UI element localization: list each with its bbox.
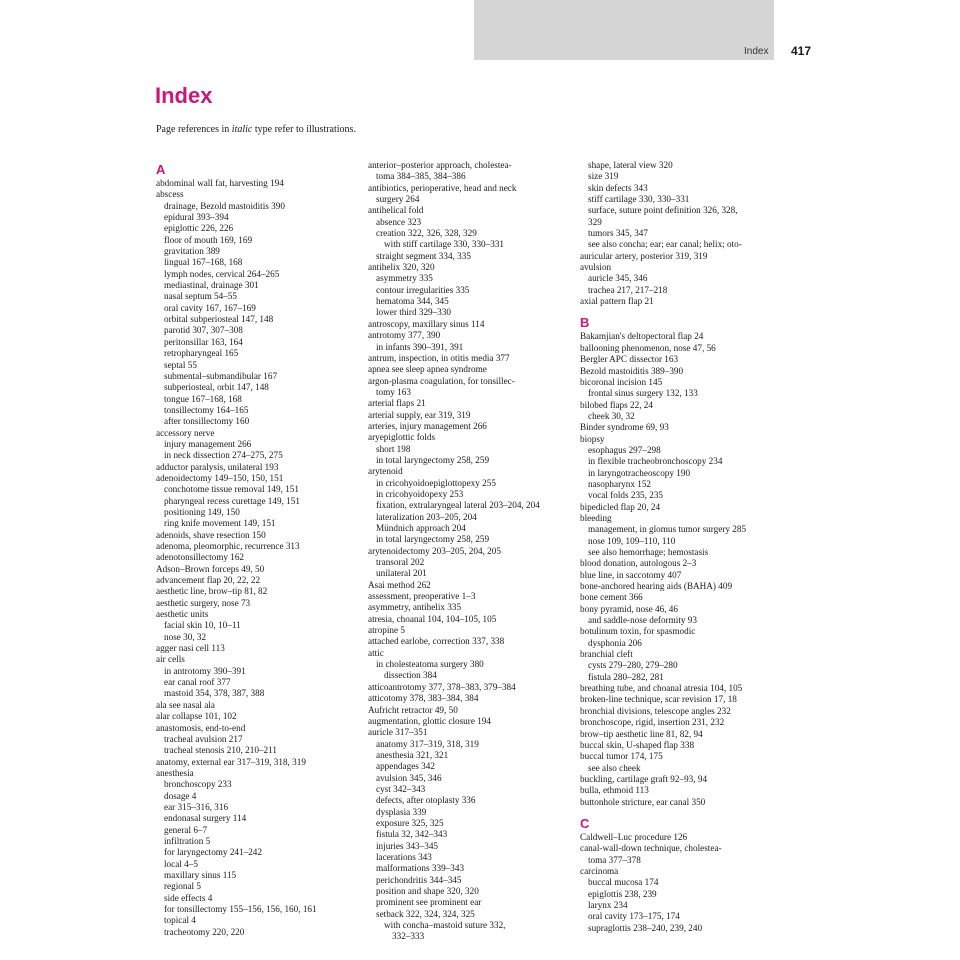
index-entry: axial pattern flap 21: [580, 296, 654, 307]
index-subentry: shape, lateral view 320: [588, 160, 673, 170]
index-subentry: peritonsillar 163, 164: [164, 336, 243, 347]
index-entry: ala see nasal ala: [156, 699, 215, 710]
index-entry: arytenoid: [368, 466, 403, 477]
header-tab: [474, 0, 774, 60]
index-subentry: maxillary sinus 115: [164, 869, 237, 880]
index-entry: bulla, ethmoid 113: [580, 785, 649, 796]
index-entry: Adson–Brown forceps 49, 50: [156, 563, 265, 574]
index-entry: abscess: [156, 189, 184, 200]
index-subentry: general 6–7: [164, 824, 208, 835]
index-entry: accessory nerve: [156, 427, 215, 438]
index-subentry: dissection 384: [384, 670, 437, 681]
index-subentry: surgery 264: [376, 194, 420, 205]
index-entry: brow–tip aesthetic line 81, 82, 94: [580, 728, 703, 739]
index-entry: advancement flap 20, 22, 22: [156, 575, 261, 586]
index-entry: augmentation, glottic closure 194: [368, 715, 491, 726]
index-subentry: epidural 393–394: [164, 212, 229, 223]
index-subentry: fistula 280–282, 281: [588, 671, 664, 682]
index-subentry: mastoid 354, 378, 387, 388: [164, 688, 265, 699]
index-subentry: in antrotomy 390–391: [164, 665, 246, 676]
index-subentry: nasal septum 54–55: [164, 291, 237, 302]
index-entry: canal-wall-down technique, cholestea-: [580, 843, 722, 854]
index-entry: Bergler APC dissector 163: [580, 354, 679, 365]
index-subentry: facial skin 10, 10–11: [164, 620, 241, 631]
running-head: Index: [744, 46, 769, 57]
index-subentry: tracheal avulsion 217: [164, 733, 243, 744]
index-entry: atticotomy 378, 383–384, 384: [368, 693, 479, 704]
index-subentry: drainage, Bezold mastoiditis 390: [164, 200, 285, 211]
index-subentry: epiglottis 238, 239: [588, 888, 657, 899]
index-subentry: malformations 339–343: [376, 863, 465, 874]
index-entry: anterior–posterior approach, cholestea-: [368, 160, 512, 170]
index-subentry: esophagus 297–298: [588, 444, 661, 455]
index-subentry: in laryngotracheoscopy 190: [588, 467, 691, 478]
index-subentry: dysphonia 206: [588, 637, 642, 648]
index-entry: auricular artery, posterior 319, 319: [580, 250, 708, 261]
index-subentry: toma 377–378: [588, 854, 641, 865]
index-subentry: trachea 217, 217–218: [588, 284, 668, 295]
index-subentry: setback 322, 324, 324, 325: [376, 908, 475, 919]
index-entry: biopsy: [580, 433, 605, 444]
index-entry: breathing tube, and choanal atresia 104, 105: [580, 683, 743, 694]
index-entry: avulsion: [580, 262, 612, 273]
section-letter: B: [580, 315, 590, 331]
index-subentry: larynx 234: [588, 899, 628, 910]
index-subentry: skin defects 343: [588, 182, 648, 193]
index-subentry: perichondritis 344–345: [376, 874, 462, 885]
index-entry: adductor paralysis, unilateral 193: [156, 461, 279, 472]
index-entry: bicoronal incision 145: [580, 376, 663, 387]
index-subentry: lymph nodes, cervical 264–265: [164, 268, 280, 279]
index-entry: air cells: [156, 654, 185, 665]
index-entry: attached earlobe, correction 337, 338: [368, 636, 505, 647]
index-subentry: defects, after otoplasty 336: [376, 795, 476, 806]
index-subentry: tomy 163: [376, 386, 411, 397]
index-subentry: and saddle-nose deformity 93: [588, 615, 697, 626]
index-subentry: tracheal stenosis 210, 210–211: [164, 745, 277, 756]
index-subentry: cysts 279–280, 279–280: [588, 660, 678, 671]
index-entry: argon-plasma coagulation, for tonsillec-: [368, 375, 515, 386]
index-subentry: for laryngectomy 241–242: [164, 847, 262, 858]
index-subentry: see also concha; ear; ear canal; helix; oto-: [588, 239, 742, 250]
index-entry: antroscopy, maxillary sinus 114: [368, 318, 485, 329]
index-subentry: in cricohyoidopexy 253: [376, 488, 464, 499]
index-entry: aesthetic surgery, nose 73: [156, 597, 251, 608]
index-subentry: floor of mouth 169, 169: [164, 234, 253, 245]
index-entry: aesthetic line, brow–tip 81, 82: [156, 586, 268, 597]
index-entry: asymmetry, antihelix 335: [368, 602, 462, 613]
index-entry: bilobed flaps 22, 24: [580, 399, 653, 410]
index-entry: branchial cleft: [580, 649, 633, 660]
index-subentry: gravitation 389: [164, 246, 220, 257]
index-subentry: in cricohyoidoepiglottopexy 255: [376, 477, 496, 488]
index-subentry: prominent see prominent ear: [376, 897, 482, 908]
index-subentry: after tonsillectomy 160: [164, 416, 250, 427]
index-entry: antrum, inspection, in otitis media 377: [368, 352, 510, 363]
index-subentry: lingual 167–168, 168: [164, 257, 243, 268]
index-subentry: tumors 345, 347: [588, 228, 648, 239]
index-subentry: 332–333: [392, 931, 425, 942]
index-entry: auricle 317–351: [368, 727, 428, 738]
index-subentry: in total laryngectomy 258, 259: [376, 454, 490, 465]
page-title: Index: [155, 83, 213, 108]
index-subentry: see also cheek: [588, 762, 641, 773]
index-subentry: position and shape 320, 320: [376, 886, 479, 896]
index-subentry: management, in glomus tumor surgery 285: [588, 524, 747, 535]
index-subentry: ear canal roof 377: [164, 677, 231, 688]
index-subentry: septal 55: [164, 359, 197, 370]
index-subentry: short 198: [376, 443, 411, 454]
index-entry: Binder syndrome 69, 93: [580, 422, 669, 433]
index-subentry: in cholesteatoma surgery 380: [376, 659, 484, 670]
index-entry: buckling, cartilage graft 92–93, 94: [580, 773, 708, 784]
index-entry: adenoma, pleomorphic, recurrence 313: [156, 541, 300, 551]
index-subentry: exposure 325, 325: [376, 817, 444, 828]
index-subentry: contour irregularities 335: [376, 284, 470, 295]
section-letter: C: [580, 815, 590, 831]
index-entry: buccal tumor 174, 175: [580, 751, 663, 762]
index-subentry: lateralization 203–205, 204: [376, 511, 477, 522]
italic-note: Page references in italic type refer to illustrations.: [156, 124, 356, 135]
index-subentry: avulsion 345, 346: [376, 772, 442, 783]
index-subentry: ring knife movement 149, 151: [164, 518, 276, 529]
index-entry: agger nasi cell 113: [156, 643, 225, 654]
index-entry: attic: [368, 647, 384, 658]
index-entry: Asai method 262: [368, 579, 431, 590]
index-subentry: nose 30, 32: [164, 631, 207, 642]
index-subentry: retropharyngeal 165: [164, 348, 239, 359]
index-entry: antrotomy 377, 390: [368, 330, 441, 341]
index-subentry: with concha–mastoid suture 332,: [384, 920, 506, 931]
index-subentry: oral cavity 173–175, 174: [588, 911, 680, 922]
index-subentry: fistula 32, 342–343: [376, 829, 448, 840]
index-subentry: mediastinal, drainage 301: [164, 280, 259, 291]
index-entry: buttonhole stricture, ear canal 350: [580, 796, 706, 807]
index-subentry: injuries 343–345: [376, 840, 439, 851]
index-subentry: nose 109, 109–110, 110: [588, 535, 676, 546]
index-entry: broken-line technique, scar revision 17, 18: [580, 694, 737, 705]
index-subentry: see also hemorrhage; hemostasis: [588, 547, 709, 557]
index-subentry: in neck dissection 274–275, 275: [164, 450, 283, 461]
index-entry: bony pyramid, nose 46, 46: [580, 603, 678, 614]
index-subentry: lower third 329–330: [376, 307, 452, 318]
index-entry: antihelical fold: [368, 205, 424, 216]
index-subentry: regional 5: [164, 881, 201, 892]
index-entry: arteries, injury management 266: [368, 420, 487, 431]
index-entry: blood donation, autologous 2–3: [580, 558, 697, 569]
index-subentry: oral cavity 167, 167–169: [164, 302, 256, 313]
index-entry: bone-anchored hearing aids (BAHA) 409: [580, 581, 733, 592]
index-subentry: in infants 390–391, 391: [376, 341, 464, 352]
index-entry: atticoantrotomy 377, 378–383, 379–384: [368, 681, 516, 692]
index-entry: adenotonsillectomy 162: [156, 552, 245, 563]
index-subentry: ear 315–316, 316: [164, 801, 229, 812]
index-entry: bronchoscope, rigid, insertion 231, 232: [580, 717, 725, 728]
index-subentry: stiff cartilage 330, 330–331: [588, 194, 690, 205]
index-subentry: toma 384–385, 384–386: [376, 171, 466, 182]
index-entry: blue line, in saccotomy 407: [580, 569, 682, 580]
index-entry: abdominal wall fat, harvesting 194: [156, 178, 284, 188]
index-entry: adenoidectomy 149–150, 150, 151: [156, 472, 284, 483]
index-column-3: [580, 160, 795, 934]
index-subentry: conchotome tissue removal 149, 151: [164, 484, 299, 495]
index-subentry: absence 323: [376, 216, 422, 227]
index-subentry: local 4–5: [164, 858, 198, 869]
index-subentry: appendages 342: [376, 761, 435, 772]
index-subentry: anatomy 317–319, 318, 319: [376, 738, 479, 749]
index-subentry: buccal mucosa 174: [588, 877, 659, 888]
index-subentry: Mündnich approach 204: [376, 523, 466, 533]
index-subentry: transoral 202: [376, 557, 425, 568]
index-entry: adenoids, shave resection 150: [156, 529, 266, 540]
index-entry: atropine 5: [368, 625, 405, 636]
index-subentry: vocal folds 235, 235: [588, 490, 664, 501]
index-subentry: tongue 167–168, 168: [164, 393, 242, 404]
index-entry: buccal skin, U-shaped flap 338: [580, 739, 695, 750]
index-entry: botulinum toxin, for spasmodic: [580, 626, 696, 637]
index-entry: antihelix 320, 320: [368, 262, 435, 273]
index-subentry: dosage 4: [164, 790, 197, 801]
index-entry: antibiotics, perioperative, head and neck: [368, 182, 517, 193]
index-subentry: positioning 149, 150: [164, 506, 240, 517]
index-entry: anesthesia: [156, 767, 194, 778]
index-column-2: [368, 160, 573, 943]
index-subentry: nasopharynx 152: [588, 478, 652, 489]
index-subentry: fixation, extralaryngeal lateral 203–204, 204: [376, 500, 540, 511]
index-subentry: lacerations 343: [376, 851, 432, 862]
index-entry: Bakamjian's deltopectoral flap 24: [580, 331, 704, 342]
index-subentry: anesthesia 321, 321: [376, 749, 449, 760]
index-subentry: asymmetry 335: [376, 273, 433, 284]
index-subentry: topical 4: [164, 915, 196, 926]
index-entry: alar collapse 101, 102: [156, 711, 237, 722]
index-subentry: pharyngeal recess curettage 149, 151: [164, 495, 300, 506]
index-entry: arytenoidectomy 203–205, 204, 205: [368, 545, 501, 556]
index-entry: arterial flaps 21: [368, 398, 426, 409]
index-subentry: dysplasia 339: [376, 806, 427, 817]
index-subentry: with stiff cartilage 330, 330–331: [384, 239, 505, 250]
index-subentry: tracheotomy 220, 220: [164, 926, 245, 937]
index-entry: bone cement 366: [580, 592, 643, 603]
index-subentry: size 319: [588, 171, 619, 182]
index-subentry: side effects 4: [164, 892, 213, 903]
index-entry: bronchial divisions, telescope angles 232: [580, 705, 731, 716]
index-subentry: infiltration 5: [164, 835, 211, 846]
index-subentry: auricle 345, 346: [588, 273, 648, 284]
index-subentry: submental–submandibular 167: [164, 370, 278, 381]
index-subentry: unilateral 201: [376, 568, 427, 579]
index-entry: bleeding: [580, 512, 612, 523]
index-subentry: orbital subperiosteal 147, 148: [164, 314, 274, 325]
index-entry: ballooning phenomenon, nose 47, 56: [580, 342, 716, 353]
index-subentry: tonsillectomy 164–165: [164, 404, 249, 415]
index-subentry: for tonsillectomy 155–156, 156, 160, 161: [164, 904, 317, 914]
index-entry: atresia, choanal 104, 104–105, 105: [368, 613, 497, 624]
index-subentry: cheek 30, 32: [588, 410, 635, 421]
index-subentry: 329: [588, 216, 602, 227]
index-entry: apnea see sleep apnea syndrome: [368, 364, 487, 375]
index-entry: assessment, preoperative 1–3: [368, 591, 476, 602]
index-subentry: in total laryngectomy 258, 259: [376, 534, 490, 545]
index-entry: aryepiglottic folds: [368, 432, 436, 443]
index-entry: Caldwell–Luc procedure 126: [580, 831, 688, 842]
index-subentry: straight segment 334, 335: [376, 250, 471, 261]
index-entry: carcinoma: [580, 865, 619, 876]
index-entry: aesthetic units: [156, 609, 209, 620]
index-subentry: hematoma 344, 345: [376, 296, 449, 307]
index-entry: bipedicled flap 20, 24: [580, 501, 661, 512]
index-entry: arterial supply, ear 319, 319: [368, 409, 471, 420]
section-letter: A: [156, 162, 166, 177]
index-subentry: endonasal surgery 114: [164, 813, 247, 824]
index-subentry: parotid 307, 307–308: [164, 325, 243, 336]
index-entry: anatomy, external ear 317–319, 318, 319: [156, 756, 306, 767]
index-entry: anastomosis, end-to-end: [156, 722, 246, 733]
index-subentry: cyst 342–343: [376, 783, 426, 794]
index-subentry: bronchoscopy 233: [164, 779, 232, 790]
index-subentry: injury management 266: [164, 438, 252, 449]
index-subentry: creation 322, 326, 328, 329: [376, 228, 477, 239]
index-subentry: supraglottis 238–240, 239, 240: [588, 922, 703, 933]
index-subentry: subperiosteal, orbit 147, 148: [164, 382, 269, 393]
index-subentry: epiglottic 226, 226: [164, 223, 234, 234]
index-subentry: in flexible tracheobronchoscopy 234: [588, 456, 723, 467]
index-subentry: frontal sinus surgery 132, 133: [588, 388, 698, 399]
page-number: 417: [791, 44, 812, 58]
index-entry: Aufricht retractor 49, 50: [368, 704, 458, 715]
index-subentry: surface, suture point definition 326, 328,: [588, 205, 738, 216]
index-column-1: [156, 160, 361, 938]
index-entry: Bezold mastoiditis 389–390: [580, 365, 684, 376]
